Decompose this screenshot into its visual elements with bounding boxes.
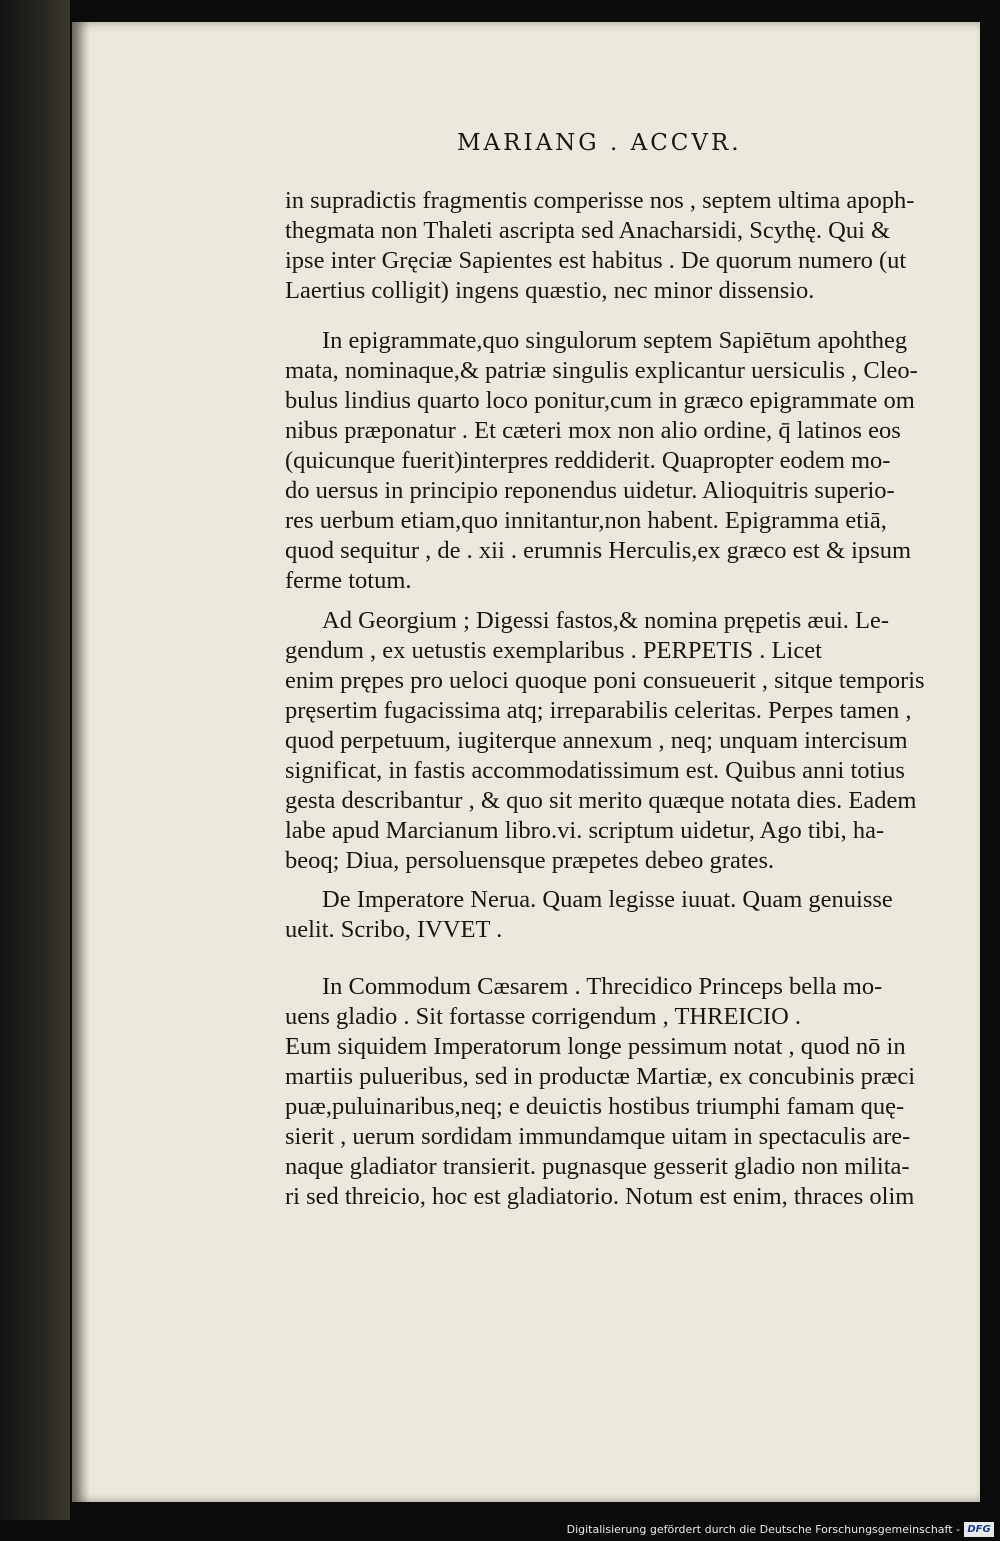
text-line: quod perpetuum, iugiterque annexum , neq; unquam intercisum [285,727,908,754]
text-line: uelit. Scribo, IVVET . [285,916,503,943]
text-line: In Commodum Cæsarem . Threcidico Princeps bella mo- [322,973,883,1000]
text-line: uens gladio . Sit fortasse corrigendum , THREICIO . [285,1003,802,1030]
text-line: do uersus in principio reponendus uidetur. Alioquitris superio- [285,477,895,504]
paragraph-1 [285,186,935,306]
text-line: Ad Georgium ; Digessi fastos,& nomina prępetis æui. Le- [322,607,890,634]
text-line: thegmata non Thaleti ascripta sed Anacharsidi, Scythę. Qui & [285,217,891,244]
paragraph-3 [285,606,935,876]
text-line: mata, nominaque,& patriæ singulis explicantur uersiculis , Cleo- [285,357,918,384]
text-line: gesta describantur , & quo sit merito quæque notata dies. Eadem [285,787,917,814]
page-edge-strip [0,0,70,1520]
text-line: naque gladiator transierit. pugnasque gesserit gladio non milita- [285,1153,910,1180]
spine-shadow [72,22,90,1502]
text-line: gendum , ex uetustis exemplaribus . PERPETIS . Licet [285,637,822,664]
text-line: martiis pulueribus, sed in productæ Martiæ, ex concubinis præci [285,1063,916,1090]
text-line: ri sed threicio, hoc est gladiatorio. Notum est enim, thraces olim [285,1183,915,1210]
text-line: quod sequitur , de . xii . erumnis Herculis,ex græco est & ipsum [285,537,912,564]
text-line: (quicunque fuerit)interpres reddiderit. Quapropter eodem mo- [285,447,891,474]
paragraph-2 [285,326,935,596]
text-line: significat, in fastis accommodatissimum est. Quibus anni totius [285,757,905,784]
text-line: in supradictis fragmentis comperisse nos , septem ultima apoph- [285,187,915,214]
paragraph-5 [285,972,935,1212]
text-line: sierit , uerum sordidam immundamque uitam in spectaculis are- [285,1123,911,1150]
text-line: In epigrammate,quo singulorum septem Sapiētum apohtheg [322,327,908,354]
funding-credit: Digitalisierung gefördert durch die Deutsche Forschungsgemeinschaft - [566,1523,960,1536]
text-line: beoq; Diua, persoluensque præpetes debeo grates. [285,847,775,874]
text-line: labe apud Marcianum libro.vi. scriptum uidetur, Ago tibi, ha- [285,817,885,844]
text-line: Laertius colligit) ingens quæstio, nec minor dissensio. [285,277,815,304]
text-line: puæ,puluinaribus,neq; e deuictis hostibus triumphi famam quę- [285,1093,905,1120]
text-line: ferme totum. [285,567,412,594]
text-line: De Imperatore Nerua. Quam legisse iuuat. Quam genuisse [322,886,893,913]
text-line: res uerbum etiam,quo innitantur,non habent. Epigramma etiā, [285,507,887,534]
text-line: ipse inter Gręciæ Sapientes est habitus . De quorum numero (ut [285,247,907,274]
text-line: pręsertim fugacissima atq; irreparabilis celeritas. Perpes tamen , [285,697,912,724]
paragraph-4 [285,885,935,945]
text-line: bulus lindius quarto loco ponitur,cum in græco epigrammate om [285,387,915,414]
dfg-logo-icon: DFG [964,1522,994,1537]
text-line: Eum siquidem Imperatorum longe pessimum notat , quod nō in [285,1033,906,1060]
running-head: MARIANG . ACCVR. [457,130,742,156]
text-line: enim prępes pro ueloci quoque poni consueuerit , sitque temporis [285,667,925,694]
text-line: nibus præponatur . Et cæteri mox non alio ordine, q̄ latinos eos [285,417,901,444]
